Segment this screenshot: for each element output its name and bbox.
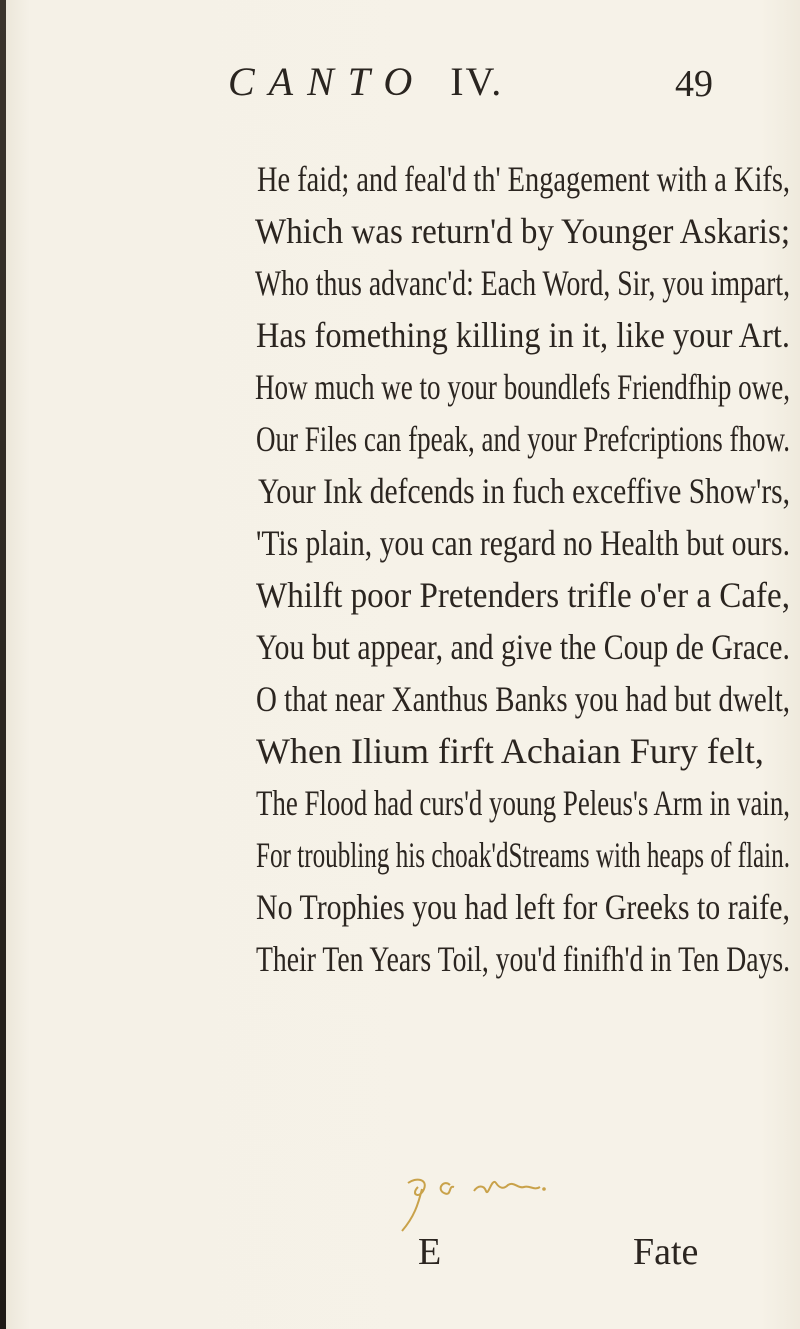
verse-line: For troubling his choak'dStreams with heaps of flain. [256, 835, 790, 875]
verse-line: Our Files can fpeak, and your Prefcriptions fhow. [256, 419, 791, 459]
manuscript-signature [388, 1175, 628, 1235]
verse-line: 'Tis plain, you can regard no Health but ours. [256, 523, 790, 563]
verse-line: Which was return'd by Younger Askaris; [255, 211, 791, 251]
verse-line: How much we to your boundlefs Friendfhip owe, [255, 367, 790, 407]
verse-line: The Flood had curs'd young Peleus's Arm in vain, [256, 783, 790, 823]
verse-line: No Trophies you had left for Greeks to raife, [256, 887, 790, 927]
running-head-title: CANTO [228, 59, 427, 104]
running-head-canto-number: IV. [450, 59, 504, 104]
verse-line: He faid; and feal'd th' Engagement with a Kifs, [257, 159, 790, 199]
verse-line: Your Ink defcends in fuch exceffive Show'rs, [258, 471, 791, 511]
verse-line: Their Ten Years Toil, you'd finifh'd in Ten Days. [256, 939, 791, 979]
catchword: Fate [633, 1231, 699, 1273]
verse-line: O that near Xanthus Banks you had but dwelt, [256, 679, 791, 719]
page-footer [0, 1230, 800, 1280]
page-number: 49 [675, 63, 713, 105]
verse-line: When Ilium firft Achaian Fury felt, [256, 731, 764, 771]
verse-line: Who thus advanc'd: Each Word, Sir, you impart, [255, 263, 790, 303]
verse-line: Whilft poor Pretenders trifle o'er a Cafe, [256, 575, 791, 615]
signature-mark: E [418, 1231, 442, 1273]
binding-edge [0, 0, 6, 1329]
page-header [0, 58, 800, 108]
verse-line: Has fomething killing in it, like your Art. [256, 315, 791, 355]
running-head [228, 58, 503, 105]
verse-line: You but appear, and give the Coup de Grace. [256, 627, 790, 667]
